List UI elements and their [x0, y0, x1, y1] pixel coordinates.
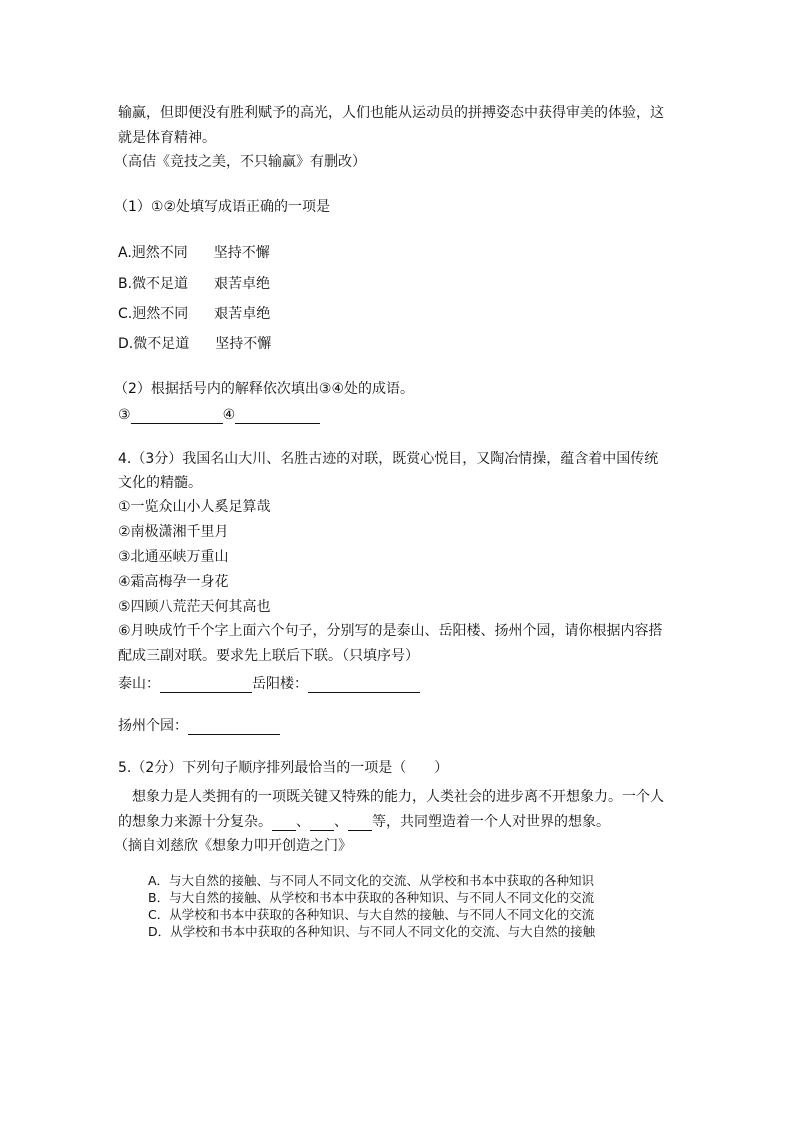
option-idiom-1: 微不足道 — [133, 336, 190, 352]
answer-blank-yangzhou[interactable] — [188, 719, 280, 735]
couplet-item: ③北通巫峡万重山 — [118, 549, 229, 565]
option-label: A. — [118, 245, 132, 261]
q5-option-d: D．从学校和书本中获取的各种知识、与不同人不同文化的交流、与大自然的接触 — [148, 924, 596, 939]
label-yangzhou: 扬州个园： — [118, 718, 188, 734]
couplet-item: ④霜高梅孕一身花 — [118, 574, 229, 590]
option-idiom-2: 艰苦卓绝 — [214, 276, 271, 292]
answer-blank-taishan[interactable] — [160, 677, 252, 693]
blank — [310, 817, 334, 831]
couplet-item: ②南极潇湘千里月 — [118, 524, 229, 540]
couplet-item: ①一览众山小人奚足算哉 — [118, 499, 271, 515]
q4-stem: 文化的精髓。 — [118, 475, 202, 491]
option-b — [118, 275, 270, 293]
q5-option-c: C．从学校和书本中获取的各种知识、与大自然的接触、与不同人不同文化的交流 — [148, 907, 595, 922]
q5-paragraph — [118, 813, 610, 831]
blank — [348, 817, 372, 831]
q3-2-stem: （2）根据括号内的解释依次填出③④处的成语。 — [114, 381, 415, 397]
passage-source: （高佶《竞技之美，不只输赢》有删改） — [114, 154, 366, 170]
separator: 、 — [334, 814, 348, 830]
option-idiom-2: 坚持不懈 — [213, 245, 270, 261]
answer-blank-3[interactable] — [131, 408, 223, 424]
passage-line: 就是体育精神。 — [118, 130, 216, 146]
q4-stem: 4.（3分）我国名山大川、名胜古迹的对联，既赏心悦目，又陶冶情操，蕴含着中国传统 — [118, 451, 659, 467]
q5-source: （摘自刘慈欣《想象力叩开创造之门》 — [114, 838, 352, 854]
q3-1-stem: （1）①②处填写成语正确的一项是 — [114, 199, 331, 215]
option-idiom-1: 迥然不同 — [131, 245, 188, 261]
para-text: 的想象力来源十分复杂。 — [118, 814, 272, 830]
mark-4: ④ — [222, 407, 236, 423]
option-idiom-1: 微不足道 — [132, 276, 189, 292]
mark-3: ③ — [118, 407, 131, 423]
option-label: C. — [118, 306, 133, 322]
para-text: 等，共同塑造着一个人对世界的想象。 — [372, 814, 610, 830]
blank — [272, 817, 296, 831]
couplet-item: 配成三副对联。要求先上联后下联。（只填序号） — [118, 648, 419, 664]
label-taishan: 泰山： — [118, 676, 160, 692]
q5-paragraph: 想象力是人类拥有的一项既关键又特殊的能力，人类社会的进步离不开想象力。一个人 — [132, 789, 664, 805]
label-yueyang: 岳阳楼： — [252, 676, 308, 692]
option-a — [118, 244, 270, 262]
separator: 、 — [296, 814, 310, 830]
option-d — [118, 335, 271, 353]
option-label: D. — [118, 336, 134, 352]
q4-answer-row — [118, 675, 420, 693]
q4-answer-row — [118, 717, 280, 735]
answer-blank-4[interactable] — [235, 408, 320, 424]
option-idiom-2: 坚持不懈 — [215, 336, 272, 352]
option-idiom-2: 艰苦卓绝 — [214, 306, 271, 322]
q5-option-a: A．与大自然的接触、与不同人不同文化的交流、从学校和书本中获取的各种知识 — [148, 873, 595, 888]
q3-2-answer-row — [118, 406, 320, 424]
passage-line: 输赢，但即便没有胜利赋予的高光，人们也能从运动员的拼搏姿态中获得审美的体验，这 — [118, 105, 664, 121]
couplet-item: ⑥月映成竹千个字上面六个句子，分别写的是泰山、岳阳楼、扬州个园，请你根据内容搭 — [118, 623, 663, 639]
option-c — [118, 305, 270, 323]
option-label: B. — [118, 276, 133, 292]
couplet-item: ⑤四顾八荒茫天何其高也 — [118, 599, 271, 615]
q5-stem: 5.（2分）下列句子顺序排列最恰当的一项是（ ） — [118, 760, 449, 776]
option-idiom-1: 迥然不同 — [132, 306, 189, 322]
answer-blank-yueyang[interactable] — [308, 677, 420, 693]
q5-option-b: B．与大自然的接触、从学校和书本中获取的各种知识、与不同人不同文化的交流 — [148, 890, 595, 905]
